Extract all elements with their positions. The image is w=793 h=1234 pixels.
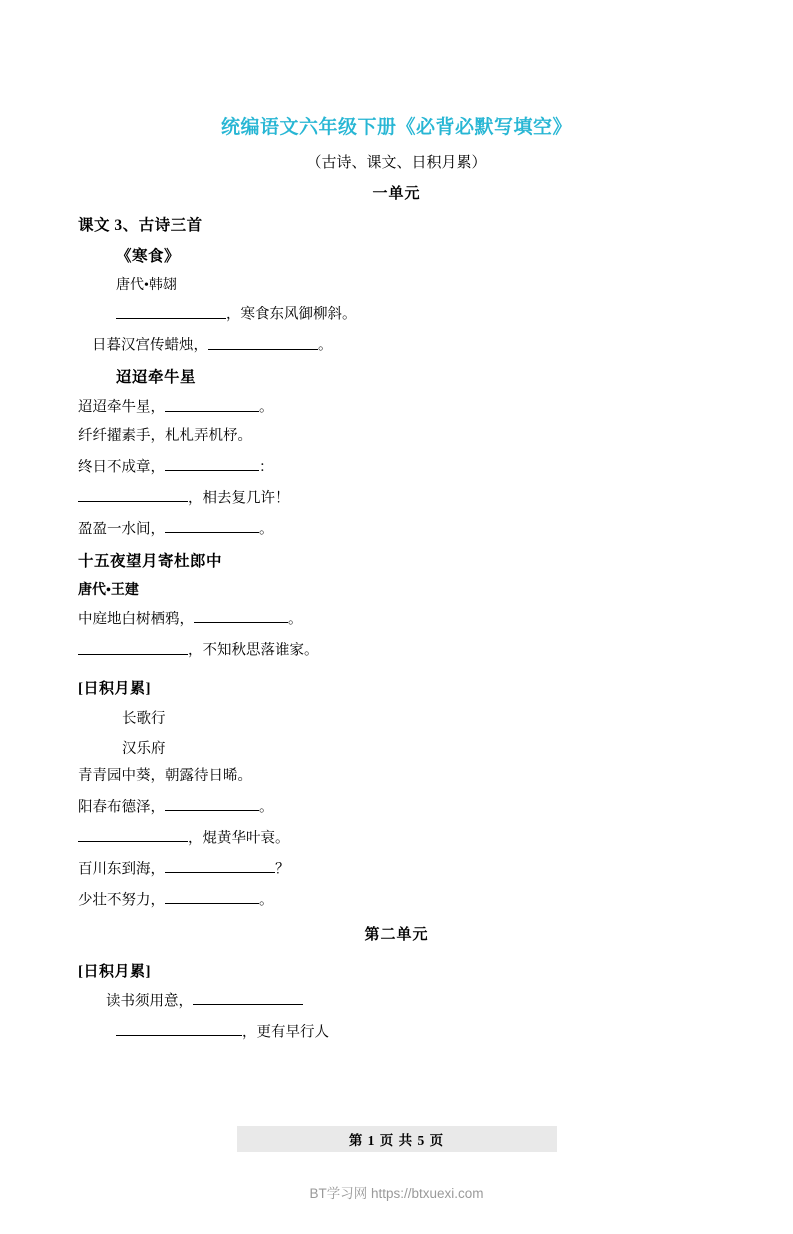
accumulation-line: 少壮不努力， 。	[78, 889, 715, 911]
fill-blank[interactable]	[194, 608, 288, 624]
fill-blank[interactable]	[78, 487, 188, 503]
poem-line: ，相去复几许！	[78, 487, 715, 509]
accumulation-poem-title: 长歌行	[122, 711, 166, 728]
poem-title-shiwuye: 十五夜望月寄杜郎中	[78, 552, 223, 570]
fill-blank[interactable]	[116, 1021, 242, 1037]
document-page	[0, 112, 793, 1234]
accumulation-line: 阳春布德泽， 。	[78, 796, 715, 818]
fill-blank[interactable]	[208, 334, 318, 350]
unit-2-heading: 第二单元	[364, 926, 429, 943]
accumulation-poem-author: 汉乐府	[122, 741, 166, 758]
accumulation-line: 青青园中葵，朝露待日晞。	[78, 768, 252, 785]
unit-1-heading: 一单元	[372, 186, 421, 202]
page-number: 第 1 页 共 5 页	[237, 1126, 557, 1152]
fill-blank[interactable]	[165, 456, 259, 472]
fill-blank[interactable]	[78, 827, 188, 843]
accumulation-line: 读书须用意，	[78, 990, 715, 1012]
fill-blank[interactable]	[165, 396, 259, 412]
accumulation-label-unit2: [日积月累]	[78, 963, 151, 980]
watermark: BT学习网 https://btxuexi.com	[309, 1186, 484, 1201]
poem-author-shiwuye: 唐代•王建	[78, 582, 139, 598]
poem-line: ，不知秋思落谁家。	[78, 639, 715, 661]
poem-title-hanshi: 《寒食》	[116, 248, 181, 265]
poem-author-hanshi: 唐代•韩翃	[116, 278, 177, 293]
page-subtitle: （古诗、课文、日积月累）	[306, 155, 487, 171]
poem-line: ，寒食东风御柳斜。	[78, 303, 715, 325]
page-title: 统编语文六年级下册《必背必默写填空》	[220, 117, 572, 138]
fill-blank[interactable]	[78, 639, 188, 655]
accumulation-line: ，更有早行人	[78, 1021, 715, 1043]
fill-blank[interactable]	[193, 990, 303, 1006]
poem-line: 终日不成章， ：	[78, 456, 715, 478]
fill-blank[interactable]	[165, 858, 275, 874]
document-body-unit2	[0, 960, 793, 1043]
poem-line: 日暮汉宫传蜡烛， 。	[78, 334, 715, 356]
accumulation-label-unit1: [日积月累]	[78, 681, 151, 698]
poem-line: 迢迢牵牛星， 。	[78, 396, 715, 418]
poem-line: 盈盈一水间， 。	[78, 518, 715, 540]
fill-blank[interactable]	[165, 889, 259, 905]
poem-line: 中庭地白树栖鸦， 。	[78, 608, 715, 630]
poem-title-tiaotiao: 迢迢牵牛星	[116, 369, 197, 387]
fill-blank[interactable]	[116, 303, 226, 319]
page-footer	[0, 1126, 793, 1152]
lesson-heading: 课文 3、古诗三首	[78, 217, 203, 234]
accumulation-line: 百川东到海， ？	[78, 858, 715, 880]
fill-blank[interactable]	[165, 796, 259, 812]
accumulation-line: ，焜黄华叶衰。	[78, 827, 715, 849]
fill-blank[interactable]	[165, 518, 259, 534]
poem-line: 纤纤擢素手，札札弄机杼。	[78, 428, 252, 445]
document-body	[0, 213, 793, 911]
